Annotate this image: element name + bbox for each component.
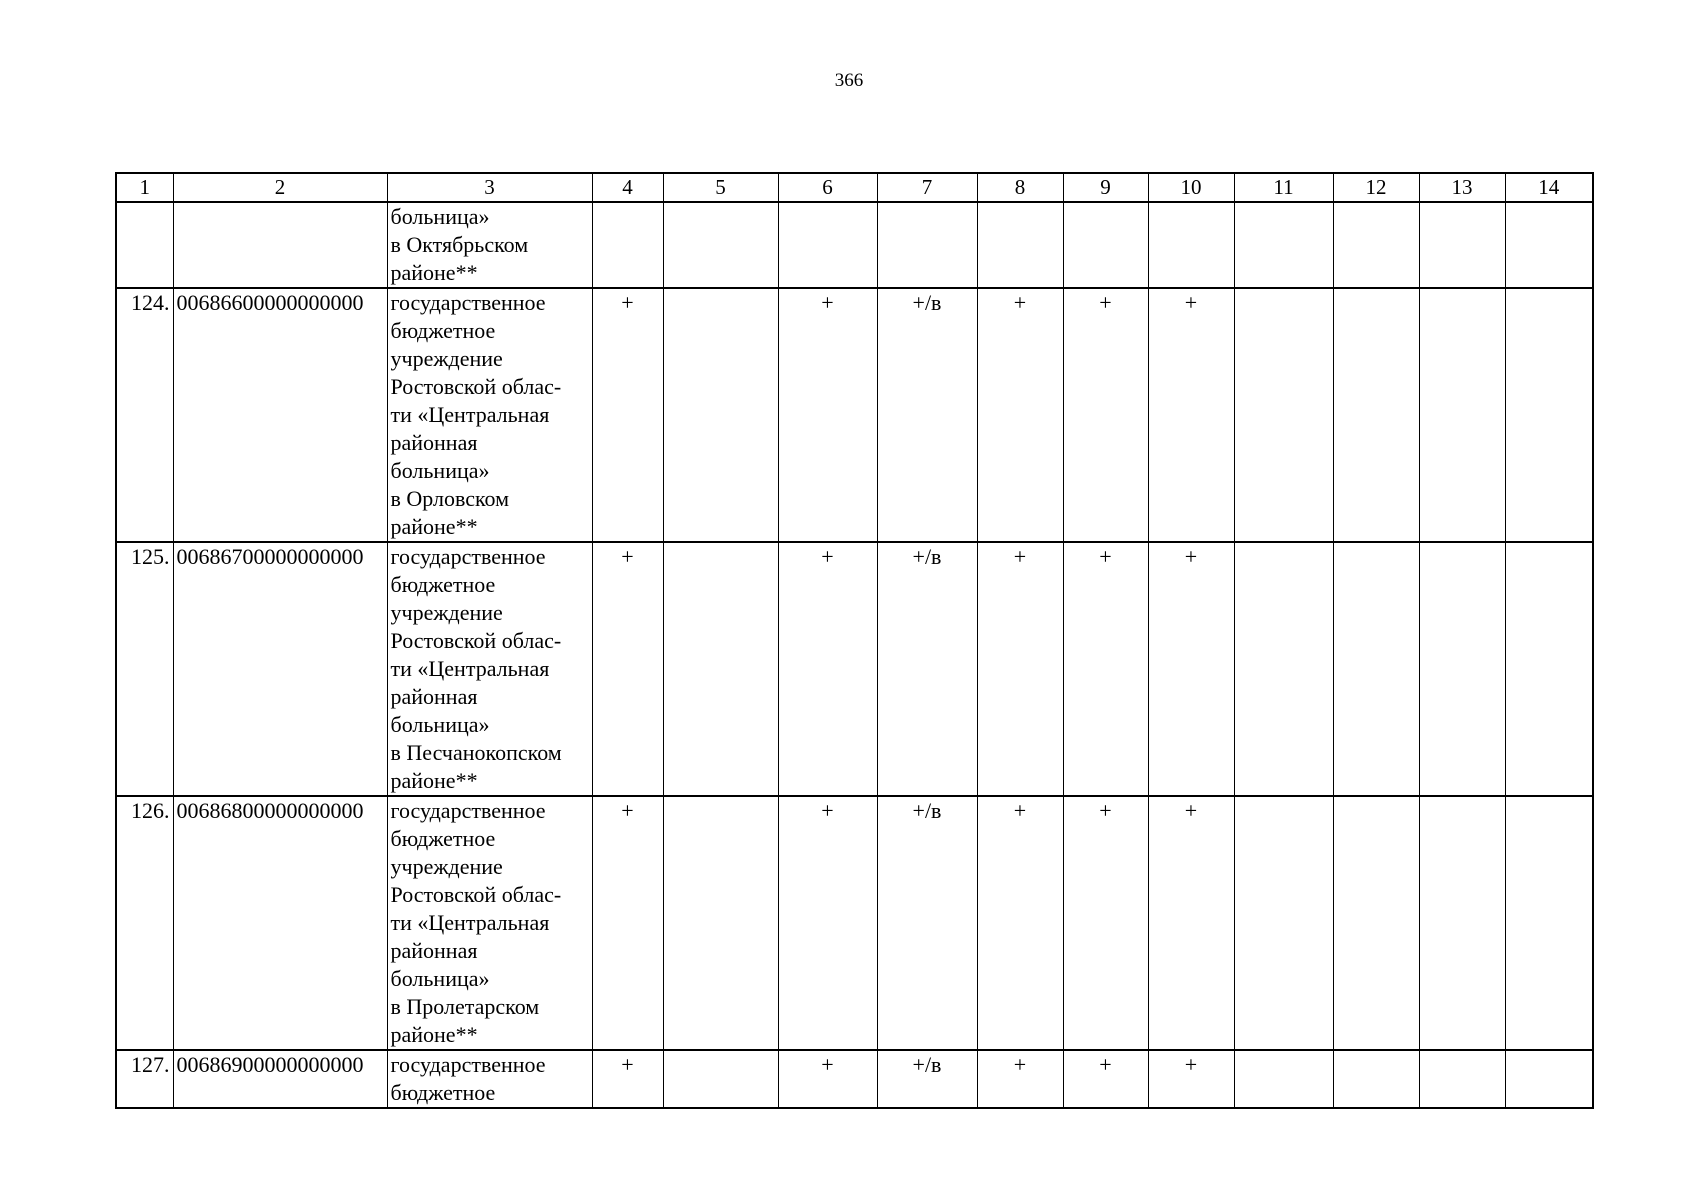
column-header: 7: [877, 173, 977, 202]
mark-cell: [663, 1050, 778, 1108]
mark-cell: +: [1063, 542, 1148, 796]
mark-cell: [1419, 796, 1505, 1050]
row-code-cell: 00686900000000000: [173, 1050, 387, 1108]
mark-cell: +/в: [877, 288, 977, 542]
row-code-cell: 00686700000000000: [173, 542, 387, 796]
table-row: [116, 796, 1593, 1050]
mark-cell: [1333, 542, 1419, 796]
mark-cell: +: [778, 796, 877, 1050]
mark-cell: [1505, 1050, 1593, 1108]
mark-cell: +: [977, 542, 1063, 796]
mark-cell: +: [1148, 1050, 1234, 1108]
row-code-cell: 00686600000000000: [173, 288, 387, 542]
mark-cell: +: [778, 288, 877, 542]
row-code-cell: 00686800000000000: [173, 796, 387, 1050]
page-number: 366: [834, 70, 864, 91]
column-header: 8: [977, 173, 1063, 202]
mark-cell: [1234, 542, 1333, 796]
column-header: 2: [173, 173, 387, 202]
table-row: [116, 288, 1593, 542]
row-name-cell: государственное бюджетное учреждение Ростовской облас- ти «Центральная районная больница» в Орловском районе**: [387, 288, 592, 542]
row-name-cell: государственное бюджетное: [387, 1050, 592, 1108]
row-code-cell: [173, 202, 387, 288]
row-number-cell: 124.: [116, 288, 173, 542]
mark-cell: +/в: [877, 542, 977, 796]
mark-cell: [1419, 202, 1505, 288]
column-header: 10: [1148, 173, 1234, 202]
mark-cell: [663, 542, 778, 796]
mark-cell: +: [592, 288, 663, 542]
mark-cell: [1234, 796, 1333, 1050]
mark-cell: [1333, 288, 1419, 542]
mark-cell: [1505, 796, 1593, 1050]
mark-cell: [1333, 796, 1419, 1050]
mark-cell: [1505, 542, 1593, 796]
table-row: [116, 542, 1593, 796]
row-number-cell: 127.: [116, 1050, 173, 1108]
mark-cell: +: [1063, 288, 1148, 542]
mark-cell: +: [592, 796, 663, 1050]
mark-cell: [1148, 202, 1234, 288]
mark-cell: +: [1148, 288, 1234, 542]
column-header: 11: [1234, 173, 1333, 202]
mark-cell: +/в: [877, 1050, 977, 1108]
column-number-row: [116, 173, 1593, 202]
mark-cell: [1234, 288, 1333, 542]
row-number-cell: 125.: [116, 542, 173, 796]
table-row-continuation: [116, 202, 1593, 288]
mark-cell: [592, 202, 663, 288]
mark-cell: [1333, 1050, 1419, 1108]
mark-cell: +: [1063, 1050, 1148, 1108]
row-name-cell: государственное бюджетное учреждение Ростовской облас- ти «Центральная районная больница» в Песчанокопском районе**: [387, 542, 592, 796]
mark-cell: +: [592, 542, 663, 796]
column-header: 6: [778, 173, 877, 202]
row-number-cell: 126.: [116, 796, 173, 1050]
mark-cell: [1505, 288, 1593, 542]
mark-cell: [1333, 202, 1419, 288]
column-header: 12: [1333, 173, 1419, 202]
mark-cell: [977, 202, 1063, 288]
column-header: 3: [387, 173, 592, 202]
mark-cell: +: [778, 1050, 877, 1108]
mark-cell: +: [977, 796, 1063, 1050]
table-row: [116, 1050, 1593, 1108]
mark-cell: [877, 202, 977, 288]
mark-cell: +/в: [877, 796, 977, 1050]
mark-cell: +: [977, 1050, 1063, 1108]
mark-cell: [663, 796, 778, 1050]
column-header: 4: [592, 173, 663, 202]
mark-cell: [1234, 1050, 1333, 1108]
mark-cell: +: [1063, 796, 1148, 1050]
mark-cell: [1234, 202, 1333, 288]
row-name-cell: государственное бюджетное учреждение Ростовской облас- ти «Центральная районная больница» в Пролетарском районе**: [387, 796, 592, 1050]
mark-cell: +: [1148, 542, 1234, 796]
mark-cell: [1063, 202, 1148, 288]
register-table: [115, 172, 1594, 1109]
mark-cell: +: [778, 542, 877, 796]
mark-cell: [663, 202, 778, 288]
column-header: 14: [1505, 173, 1593, 202]
column-header: 9: [1063, 173, 1148, 202]
mark-cell: [1419, 288, 1505, 542]
mark-cell: [1419, 542, 1505, 796]
row-number-cell: [116, 202, 173, 288]
mark-cell: +: [592, 1050, 663, 1108]
mark-cell: [1419, 1050, 1505, 1108]
mark-cell: +: [977, 288, 1063, 542]
column-header: 5: [663, 173, 778, 202]
mark-cell: [1505, 202, 1593, 288]
mark-cell: [663, 288, 778, 542]
column-header: 1: [116, 173, 173, 202]
column-header: 13: [1419, 173, 1505, 202]
mark-cell: [778, 202, 877, 288]
row-name-cell: больница» в Октябрьском районе**: [387, 202, 592, 288]
mark-cell: +: [1148, 796, 1234, 1050]
